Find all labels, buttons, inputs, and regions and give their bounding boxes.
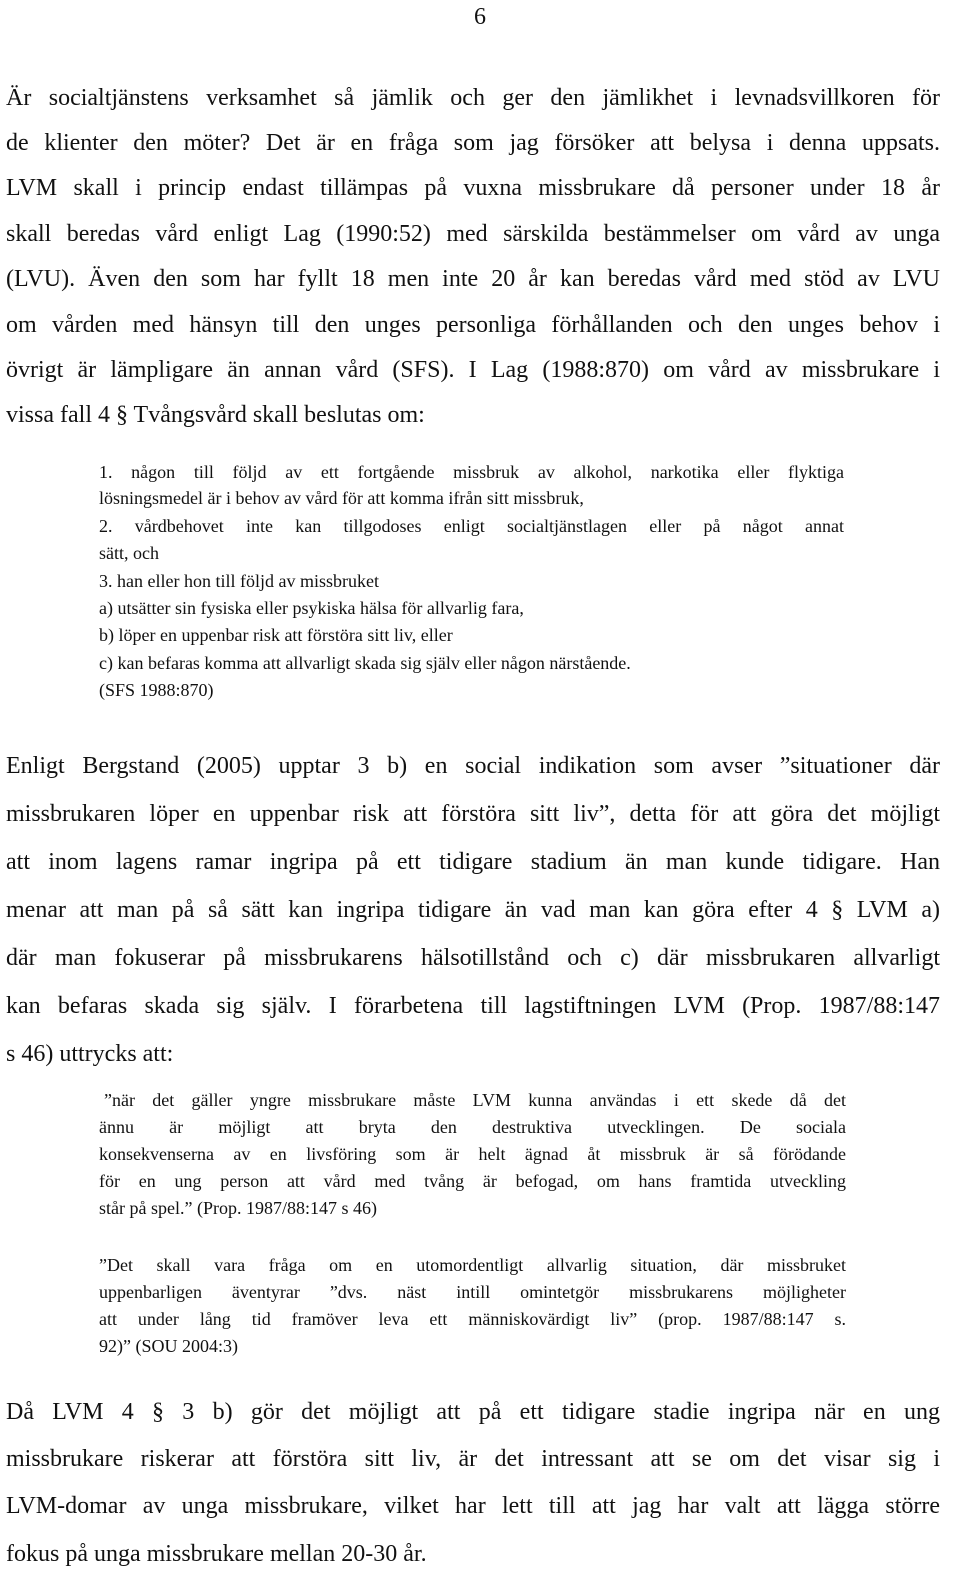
text-line: LVM skall i princip endast tillämpas på vuxna missbrukare då personer under 18 år	[6, 175, 940, 201]
text-line: att inom lagens ramar ingripa på ett tidigare stadium än man kunde tidigare. Han	[6, 849, 940, 875]
text-line: fokus på unga missbrukare mellan 20-30 år.	[6, 1541, 427, 1567]
quote-line: konsekvenserna av en livsföring som är helt ägnad åt missbruk är så förödande	[99, 1144, 846, 1164]
text-line: s 46) uttrycks att:	[6, 1041, 174, 1067]
quote-line: står på spel.” (Prop. 1987/88:147 s 46)	[99, 1198, 377, 1218]
law-line: 2. vårdbehovet inte kan tillgodoses enligt socialtjänstlagen eller på något annat	[99, 516, 844, 536]
law-line: lösningsmedel är i behov av vård för att komma ifrån sitt missbruk,	[99, 488, 584, 508]
text-line: kan befaras skada sig själv. I förarbetena till lagstiftningen LVM (Prop. 1987/88:147	[6, 993, 940, 1019]
quote-line: ännu är möjligt att bryta den destruktiva utvecklingen. De sociala	[99, 1117, 846, 1137]
quote-line: att under lång tid framöver leva ett människovärdigt liv” (prop. 1987/88:147 s.	[99, 1309, 846, 1329]
law-line: c) kan befaras komma att allvarligt skada sig själv eller någon närstående.	[99, 653, 631, 673]
text-line: Enligt Bergstand (2005) upptar 3 b) en social indikation som avser ”situationer där	[6, 753, 940, 779]
text-line: vissa fall 4 § Tvångsvård skall beslutas om:	[6, 402, 425, 428]
text-line: övrigt är lämpligare än annan vård (SFS). I Lag (1988:870) om vård av missbrukare i	[6, 357, 940, 383]
text-line: menar att man på så sätt kan ingripa tidigare än vad man kan göra efter 4 § LVM a)	[6, 897, 940, 923]
law-line: a) utsätter sin fysiska eller psykiska hälsa för allvarlig fara,	[99, 598, 524, 618]
quote-line: 92)” (SOU 2004:3)	[99, 1336, 238, 1356]
text-line: Då LVM 4 § 3 b) gör det möjligt att på ett tidigare stadie ingripa när en ung	[6, 1399, 940, 1425]
quote-line: ”när det gäller yngre missbrukare måste LVM kunna användas i ett skede då det	[104, 1090, 846, 1110]
quote-line: ”Det skall vara fråga om en utomordentligt allvarlig situation, där missbruket	[99, 1255, 846, 1275]
text-line: Är socialtjänstens verksamhet så jämlik och ger den jämlikhet i levnadsvillkoren för	[6, 85, 940, 111]
text-line: skall beredas vård enligt Lag (1990:52) med särskilda bestämmelser om vård av unga	[6, 221, 940, 247]
law-line: sätt, och	[99, 543, 159, 563]
law-line: b) löper en uppenbar risk att förstöra sitt liv, eller	[99, 625, 453, 645]
quote-line: för en ung person att vård med tvång är befogad, om hans framtida utveckling	[99, 1171, 846, 1191]
text-line: om vården med hänsyn till den unges personliga förhållanden och den unges behov i	[6, 312, 940, 338]
text-line: missbrukare riskerar att förstöra sitt liv, är det intressant att se om det visar sig i	[6, 1446, 940, 1472]
text-line: där man fokuserar på missbrukarens hälsotillstånd och c) där missbrukaren allvarligt	[6, 945, 940, 971]
text-line: (LVU). Även den som har fyllt 18 men inte 20 år kan beredas vård med stöd av LVU	[6, 266, 940, 292]
text-line: de klienter den möter? Det är en fråga som jag försöker att belysa i denna uppsats.	[6, 130, 940, 156]
page-number: 6	[474, 4, 486, 30]
law-line: 1. någon till följd av ett fortgående missbruk av alkohol, narkotika eller flyktiga	[99, 462, 844, 482]
law-citation: (SFS 1988:870)	[99, 680, 214, 700]
text-line: missbrukaren löper en uppenbar risk att förstöra sitt liv”, detta för att göra det möjligt	[6, 801, 940, 827]
quote-line: uppenbarligen äventyrar ”dvs. näst intill omintetgör missbrukarens möjligheter	[99, 1282, 846, 1302]
text-line: LVM-domar av unga missbrukare, vilket har lett till att jag har valt att lägga större	[6, 1493, 940, 1519]
law-line: 3. han eller hon till följd av missbruket	[99, 571, 379, 591]
